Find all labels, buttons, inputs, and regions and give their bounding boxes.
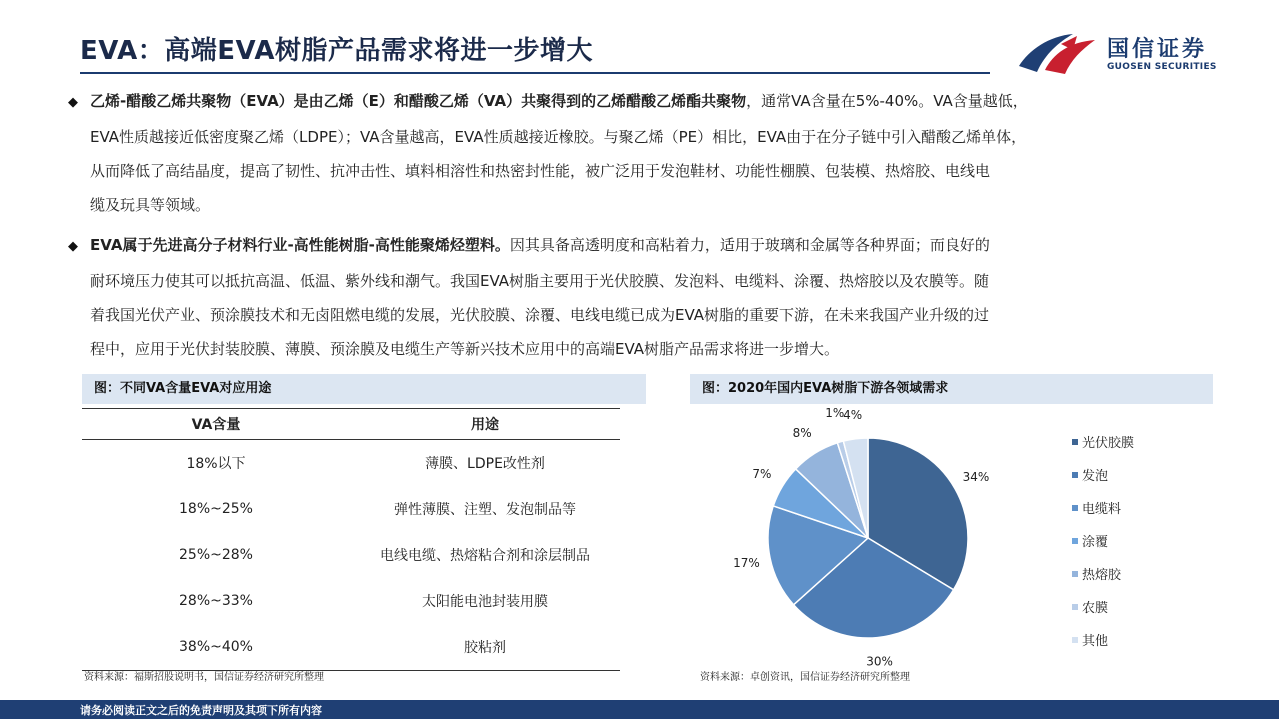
chart-source-note: 资料来源：卓创资讯，国信证券经济研究所整理 [700,672,910,683]
paragraph-line: 缆及玩具等领域。 [90,196,211,214]
footer-disclaimer: 请务必阅读正文之后的免责声明及其项下所有内容 [80,704,322,717]
table-cell: 电线电缆、热熔粘合剂和涂层制品 [380,548,590,564]
table-row [82,578,620,624]
table-cell: 弹性薄膜、注塑、发泡制品等 [394,502,576,518]
legend-swatch [1072,472,1078,478]
paragraph-eva-industry [68,228,1228,366]
table-cell: 28%~33% [179,593,253,609]
page-title: EVA：高端EVA树脂产品需求将进一步增大 [80,36,593,66]
legend-item [1072,557,1134,590]
va-content-table [82,408,620,671]
legend-label: 涂覆 [1082,535,1109,550]
table-cell: 太阳能电池封装用膜 [422,594,548,610]
table-cell: 25%~28% [179,547,253,563]
pie-data-label: 1% [825,406,845,421]
table-header-row [82,408,620,440]
logo-chinese-name: 国信证券 [1107,37,1208,62]
legend-swatch [1072,604,1078,610]
table-cell: 胶粘剂 [464,640,506,656]
paragraph-line: 从而降低了高结晶度，提高了韧性、抗冲击性、填料相溶性和热密封性能，被广泛用于发泡鞋材、功能性棚膜、包装模、热熔胶、电线电 [90,162,991,180]
company-logo [1015,28,1225,78]
paragraph-line: 程中，应用于光伏封装胶膜、薄膜、预涂膜及电缆生产等新兴技术应用中的高端EVA树脂产品需求将进一步增大。 [90,340,840,358]
table-source-note: 资料来源：福斯招股说明书，国信证券经济研究所整理 [84,672,324,683]
diamond-bullet-icon: ◆ [68,95,78,110]
paragraph-text: ，通常VA含量在5%-40%。VA含量越低， [746,92,1028,110]
legend-label: 发泡 [1082,469,1109,484]
legend-swatch [1072,505,1078,511]
table-header-va: VA含量 [191,417,241,433]
diamond-bullet-icon: ◆ [68,239,78,254]
table-cell: 18%~25% [179,501,253,517]
legend-label: 电缆料 [1082,502,1122,517]
table-cell: 38%~40% [179,639,253,655]
paragraph-bold-lead: 乙烯-醋酸乙烯共聚物（EVA）是由乙烯（E）和醋酸乙烯（VA）共聚得到的乙烯醋酸乙烯酯共聚物 [90,92,747,110]
legend-swatch [1072,439,1078,445]
legend-item [1072,524,1134,557]
logo-mark-icon [1015,28,1103,78]
chart-legend [1072,425,1134,656]
legend-label: 热熔胶 [1082,568,1122,583]
logo-english-name: GUOSEN SECURITIES [1107,62,1217,72]
table-row [82,486,620,532]
legend-swatch [1072,538,1078,544]
pie-data-label: 4% [843,408,863,422]
pie-data-label: 30% [866,654,893,669]
title-divider [80,72,990,74]
table-row [82,532,620,578]
legend-item [1072,590,1134,623]
paragraph-line: 耐环境压力使其可以抵抗高温、低温、紫外线和潮气。我国EVA树脂主要用于光伏胶膜、发泡料、电缆料、涂覆、热熔胶以及农膜等。随 [90,272,990,290]
paragraph-line: 着我国光伏产业、预涂膜技术和无卤阻燃电缆的发展，光伏胶膜、涂覆、电线电缆已成为EVA树脂的重要下游，在未来我国产业升级的过 [90,306,990,324]
legend-item [1072,458,1134,491]
legend-item [1072,491,1134,524]
paragraph-eva-definition [68,84,1228,222]
table-row [82,440,620,486]
legend-label: 农膜 [1082,601,1109,616]
legend-item [1072,623,1134,656]
pie-data-label: 17% [733,555,760,570]
paragraph-bold-lead: EVA属于先进高分子材料行业-高性能树脂-高性能聚烯烃塑料。 [90,236,510,254]
pie-data-label: 7% [752,466,772,481]
pie-data-label: 8% [792,425,812,440]
footer-bar [0,700,1279,719]
legend-label: 光伏胶膜 [1082,436,1135,451]
legend-swatch [1072,571,1078,577]
chart-caption: 图：2020年国内EVA树脂下游各领域需求 [690,374,1213,404]
legend-swatch [1072,637,1078,643]
legend-item [1072,425,1134,458]
table-cell: 18%以下 [186,456,246,472]
pie-data-label: 34% [962,470,990,485]
legend-label: 其他 [1082,634,1109,649]
table-row [82,624,620,670]
table-caption: 图：不同VA含量EVA对应用途 [82,374,646,404]
table-header-usage: 用途 [471,417,499,433]
paragraph-text: 因其具备高透明度和高粘着力，适用于玻璃和金属等各种界面；而良好的 [509,236,990,254]
table-cell: 薄膜、LDPE改性剂 [425,456,545,472]
paragraph-line: EVA性质越接近低密度聚乙烯（LDPE）；VA含量越高，EVA性质越接近橡胶。与聚乙烯（PE）相比，EVA由于在分子链中引入醋酸乙烯单体， [90,128,1027,146]
